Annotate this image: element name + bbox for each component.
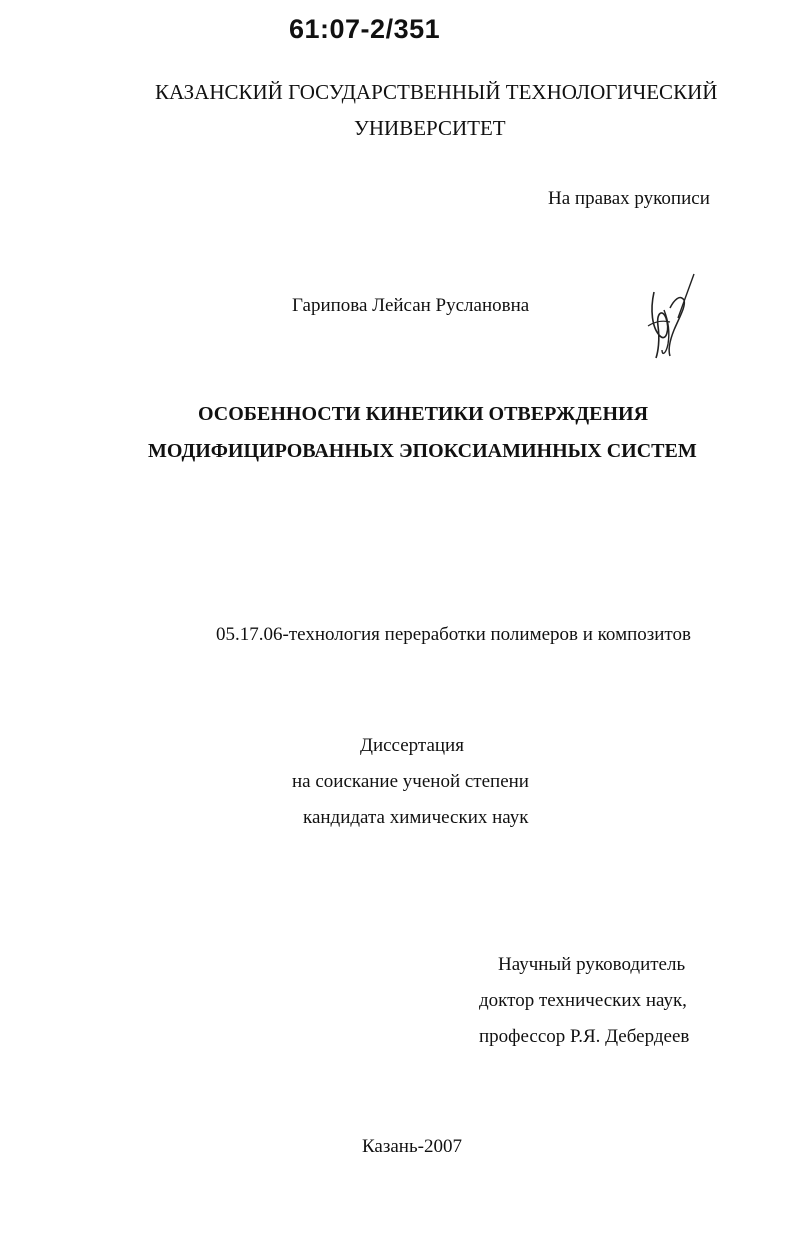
- degree-line-2: на соискание ученой степени: [292, 771, 529, 792]
- degree-line-3: кандидата химических наук: [303, 807, 529, 828]
- manuscript-rights-note: На правах рукописи: [548, 188, 710, 209]
- institution-name-line-2: УНИВЕРСИТЕТ: [354, 116, 506, 140]
- supervisor-degree: доктор технических наук,: [479, 990, 687, 1011]
- supervisor-name: профессор Р.Я. Дебердеев: [479, 1026, 690, 1047]
- dissertation-title-line-2: МОДИФИЦИРОВАННЫХ ЭПОКСИАМИННЫХ СИСТЕМ: [148, 440, 697, 462]
- author-name: Гарипова Лейсан Руслановна: [292, 295, 530, 316]
- specialty-code: 05.17.06-технология переработки полимеров и композитов: [216, 624, 691, 645]
- place-and-year: Казань-2007: [362, 1136, 462, 1157]
- archive-stamp-number: 61:07-2/351: [289, 14, 441, 44]
- signature-icon: [640, 270, 700, 365]
- supervisor-role: Научный руководитель: [498, 954, 686, 975]
- degree-line-1: Диссертация: [360, 735, 464, 756]
- institution-name-line-1: КАЗАНСКИЙ ГОСУДАРСТВЕННЫЙ ТЕХНОЛОГИЧЕСКИЙ: [155, 80, 718, 104]
- dissertation-title-line-1: ОСОБЕННОСТИ КИНЕТИКИ ОТВЕРЖДЕНИЯ: [198, 403, 649, 425]
